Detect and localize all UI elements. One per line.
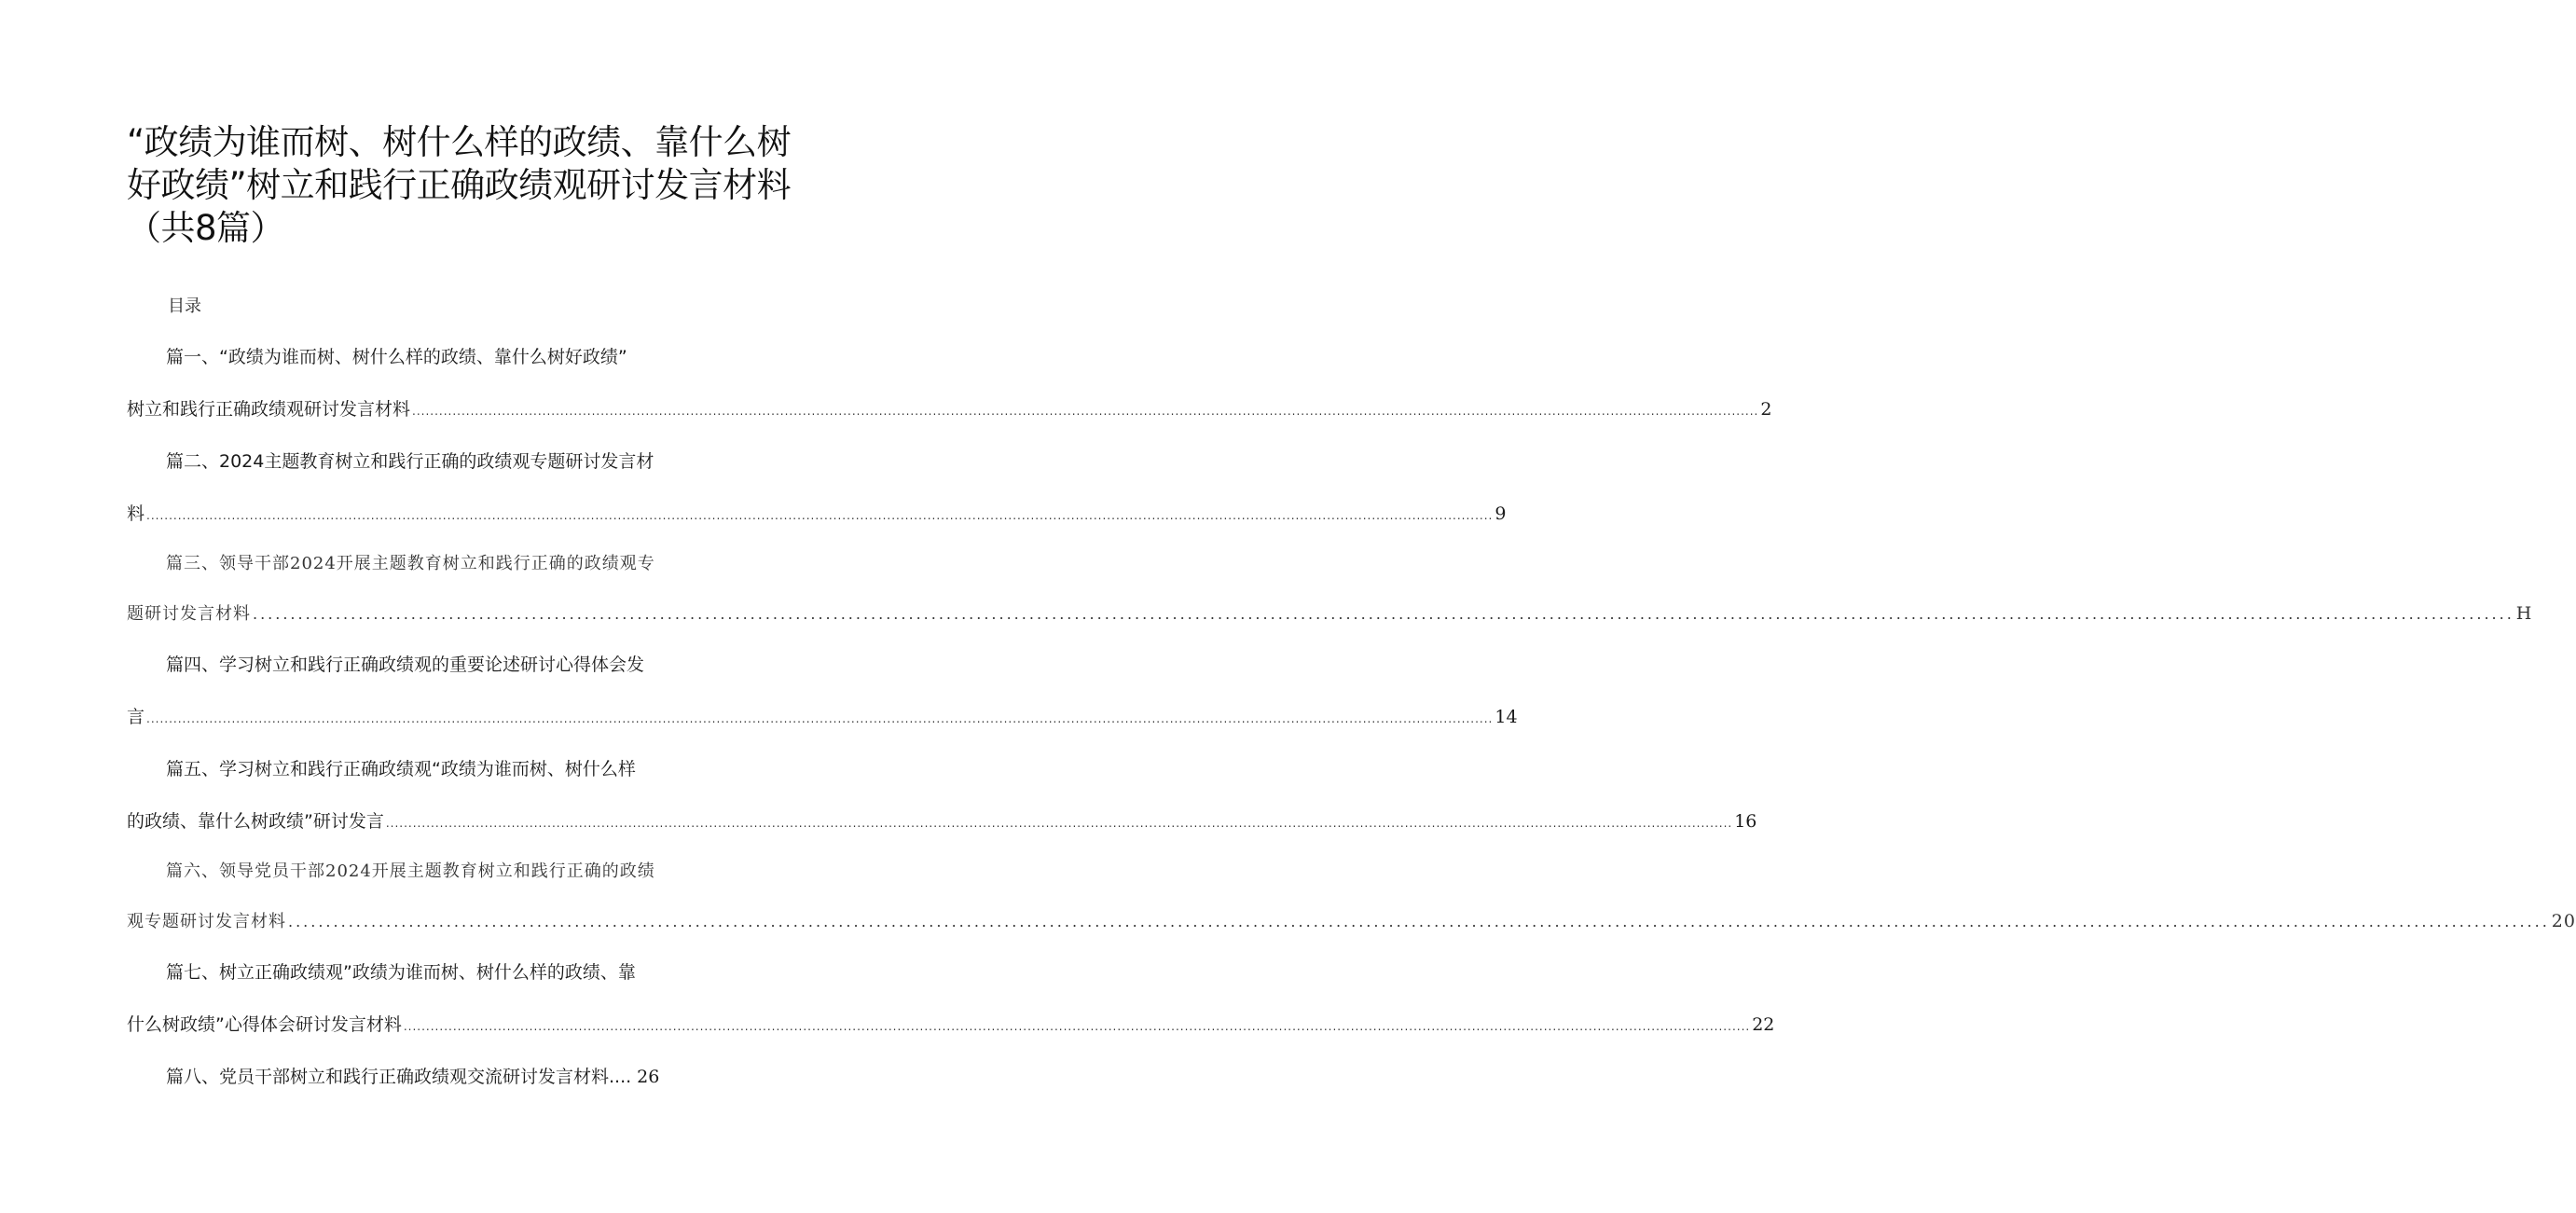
toc-entry-6-line-2 — [127, 908, 2576, 932]
toc-page-number: 9 — [1495, 503, 1507, 524]
toc-entry-text: 树立和践行正确政绩观研讨发言材料 — [127, 399, 411, 420]
leader-dots: ............................................................................................................................................................................................................................................................................................................ — [146, 509, 1494, 522]
toc-page-number: 2 — [1760, 399, 1772, 420]
toc-entry-text: 料 — [127, 503, 145, 524]
leader-dots: ............................................................................................................................................................................................................................................................................................................ — [385, 817, 1733, 830]
leader-dots: ............................................................................................................................................................................................................................................................................................................ — [412, 405, 1759, 418]
toc-entry-text: 观专题研讨发言材料 — [127, 912, 286, 931]
toc-entry-1-line-1: 篇一、“政绩为谁而树、树什么样的政绩、靠什么树好政绩” — [166, 347, 627, 367]
toc-entry-2-line-2 — [127, 500, 1507, 525]
toc-entry-3-line-2 — [127, 600, 2533, 625]
toc-entry-5-line-1: 篇五、学习树立和践行正确政绩观“政绩为谁而树、树什么样 — [166, 759, 636, 779]
toc-entry-1-line-2 — [127, 395, 1772, 420]
leader-dots: ............................................................................................................................................................................................................................................................................................................ — [288, 913, 2550, 930]
toc-entry-3-line-1: 篇三、领导干部2024开展主题教育树立和践行正确的政绩观专 — [166, 554, 655, 573]
toc-entry-text: 言 — [127, 707, 145, 727]
toc-page-number: 16 — [1734, 811, 1757, 832]
toc-heading: 目录 — [168, 296, 201, 316]
leader-dots: ............................................................................................................................................................................................................................................................................................................ — [403, 1020, 1751, 1033]
toc-entry-2-line-1: 篇二、2024主题教育树立和践行正确的政绩观专题研讨发言材 — [166, 451, 654, 472]
toc-entry-4-line-2 — [127, 703, 1518, 728]
toc-entry-5-line-2 — [127, 807, 1757, 833]
toc-entry-4-line-1: 篇四、学习树立和践行正确政绩观的重要论述研讨心得体会发 — [166, 655, 645, 675]
toc-page-number: H — [2515, 603, 2533, 624]
toc-entry-8 — [166, 1063, 688, 1088]
leader-dots: ............................................................................................................................................................................................................................................................................................................ — [146, 712, 1494, 725]
document-title — [127, 121, 792, 250]
toc-entry-text: 题研讨发言材料 — [127, 604, 251, 624]
toc-page-number: 22 — [1752, 1014, 1775, 1035]
toc-page-number: 14 — [1495, 707, 1518, 727]
toc-entry-7-line-1: 篇七、树立正确政绩观”政绩为谁而树、树什么样的政绩、靠 — [166, 962, 636, 983]
leader-dots: ............................................................................................................................................................................................................................................................................................................ — [253, 605, 2514, 623]
title-line-1: “政绩为谁而树、树什么样的政绩、靠什么树 — [127, 122, 792, 162]
toc-entry-text: 什么树政绩”心得体会研讨发言材料 — [127, 1014, 402, 1035]
title-line-3: （共8篇） — [127, 208, 285, 248]
toc-page-number: 26 — [637, 1067, 660, 1087]
toc-page-number: 20 — [2551, 911, 2576, 931]
title-line-2: 好政绩”树立和践行正确政绩观研讨发言材料 — [127, 165, 792, 205]
toc-entry-text: 的政绩、靠什么树政绩”研讨发言 — [127, 811, 384, 832]
toc-entry-text: 篇八、党员干部树立和践行正确政绩观交流研讨发言材料.... — [166, 1067, 632, 1087]
toc-entry-7-line-2 — [127, 1011, 1775, 1036]
toc-entry-6-line-1: 篇六、领导党员干部2024开展主题教育树立和践行正确的政绩 — [166, 862, 655, 881]
